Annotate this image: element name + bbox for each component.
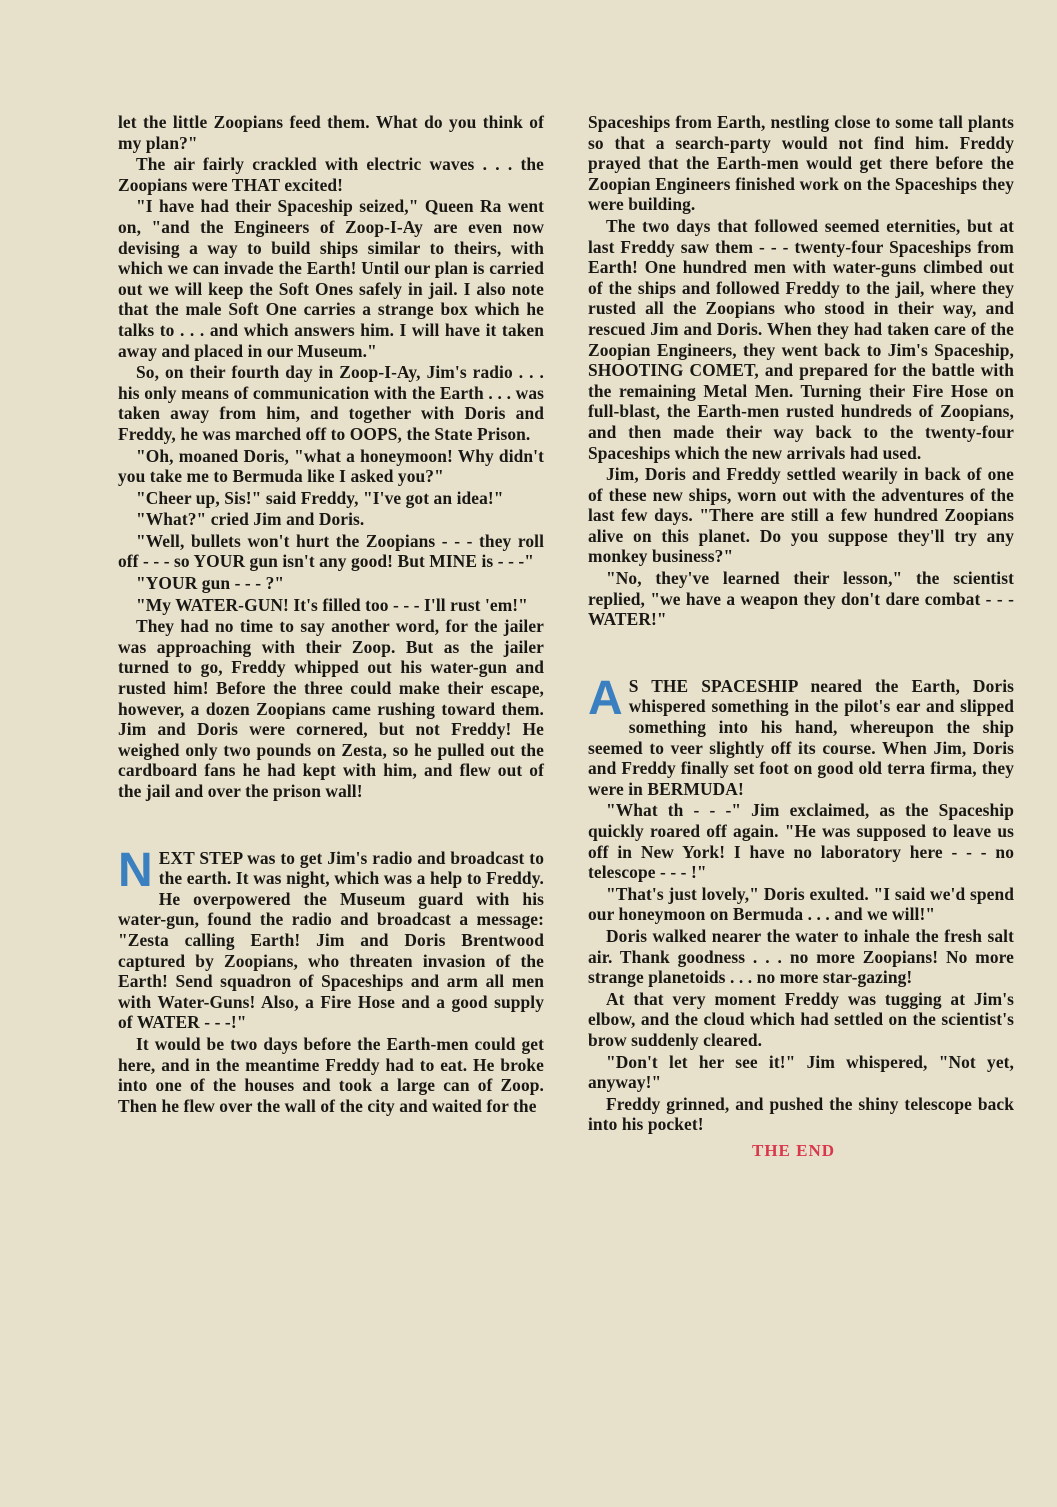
paragraph: "What th - - -" Jim exclaimed, as the Spaceship quickly roared off again. "He was supposed to leave us off in New York! I have no laboratory here - - - no telescope - - - !" — [588, 800, 1014, 883]
right-column — [588, 112, 1014, 1162]
section-opening-paragraph — [588, 671, 1014, 800]
paragraph: Doris walked nearer the water to inhale the fresh salt air. Thank goodness . . . no more Zoopians! No more strange planetoids . . . no more star-gazing! — [588, 925, 1014, 988]
the-end-label: THE END — [752, 1140, 836, 1160]
paragraph: At that very moment Freddy was tugging at Jim's elbow, and the cloud which had settled on the scientist's brow suddenly cleared. — [588, 988, 1014, 1050]
paragraph-text: EXT STEP was to get Jim's radio and broadcast to the earth. It was night, which was a help to Freddy. He overpowered the Museum guard with his water-gun, found the radio and broadcast a message: "Zesta calling Earth! Jim and Doris Brentwood captured by Zoopians, who threaten invasion of the Earth! Send squadron of Spaceships and arm all men with Water-Guns! Also, a Fire Hose and a good supply of WATER - - -!" — [118, 847, 544, 1033]
paragraph: "Don't let her see it!" Jim whispered, "Not yet, anyway!" — [588, 1051, 1014, 1093]
paragraph: "Oh, moaned Doris, "what a honeymoon! Why didn't you take me to Bermuda like I asked you?" — [118, 445, 544, 487]
paragraph: Spaceships from Earth, nestling close to some tall plants so that a search-party would not find him. Freddy prayed that the Earth-men would get there before the Zoopian Engineers finished work on the Spaceships they were building. — [588, 112, 1014, 215]
paragraph: "YOUR gun - - - ?" — [136, 573, 285, 594]
section-gap — [118, 802, 544, 848]
paragraph: The two days that followed seemed eternities, but at last Freddy saw them - - - twenty-four Spaceships from Earth! One hundred men with water-guns climbed out of the ships and followed Freddy to the jail, where they rusted all the Zoopians who stood in their way, and rescued Jim and Doris. When they had taken care of the Zoopian Engineers, they went back to Jim's Spaceship, SHOOTING COMET, and prepared for the battle with the remaining Metal Men. Turning their Fire Hose on full-blast, the Earth-men rusted hundreds of Zoopians, and then made their way back to the twenty-four Spaceships which the new arrivals had used. — [588, 215, 1014, 463]
paragraph: "No, they've learned their lesson," the scientist replied, "we have a weapon they don't dare combat - - - WATER!" — [588, 568, 1014, 630]
paragraph: "I have had their Spaceship seized," Queen Ra went on, "and the Engineers of Zoop-I-Ay are even now devising a way to build ships similar to theirs, with which we can invade the Earth! Until our plan is carried out we will keep the Soft Ones safely in jail. I also note that the male Soft One carries a strange box which he talks to . . . and which answers him. I will have it taken away and placed in our Museum." — [118, 196, 544, 361]
drop-cap: A — [588, 671, 623, 725]
paragraph: Jim, Doris and Freddy settled wearily in back of one of these new ships, worn out with the adventures of the last few days. "There are still a few hundred Zoopians alive on this planet. Do you suppose they'll try any monkey business?" — [588, 464, 1014, 567]
paragraph: The air fairly crackled with electric waves . . . the Zoopians were THAT excited! — [118, 154, 544, 195]
paragraph: "What?" cried Jim and Doris. — [136, 509, 365, 530]
left-column — [118, 112, 544, 1116]
paragraph: So, on their fourth day in Zoop-I-Ay, Jim's radio . . . his only means of communication with the Earth . . . was taken away from him, and together with Doris and Freddy, he was marched off to OOPS, the State Prison. — [118, 362, 544, 444]
paragraph-text: S THE SPACESHIP neared the Earth, Doris whispered something in the pilot's ear and slipped something into his hand, whereupon the ship seemed to veer slightly off its course. When Jim, Doris and Freddy finally set foot on good old terra firma, they were in BERMUDA! — [588, 675, 1014, 799]
paragraph: let the little Zoopians feed them. What do you think of my plan?" — [118, 112, 544, 153]
paragraph: Freddy grinned, and pushed the shiny telescope back into his pocket! — [588, 1093, 1014, 1135]
paragraph: "My WATER-GUN! It's filled too - - - I'll rust 'em!" — [136, 594, 528, 615]
paragraph: It would be two days before the Earth-men could get here, and in the meantime Freddy had to eat. He broke into one of the houses and took a large can of Zoop. Then he flew over the wall of the city and waited for the — [118, 1033, 544, 1116]
section-opening-paragraph — [118, 843, 544, 1033]
paragraph: They had no time to say another word, for the jailer was approaching with their Zoop. But as the jailer turned to go, Freddy whipped out his water-gun and rusted him! Before the three could make their escape, however, a dozen Zoopians came rushing toward them. Jim and Doris were cornered, but not Freddy! He weighed only two pounds on Zesta, so he pulled out the cardboard fans he had kept with him, and flew out of the jail and over the prison wall! — [118, 616, 544, 801]
paragraph: "Cheer up, Sis!" said Freddy, "I've got an idea!" — [136, 487, 504, 508]
paragraph: "That's just lovely," Doris exulted. "I said we'd spend our honeymoon on Bermuda . . . and we will!" — [588, 883, 1014, 925]
drop-cap: N — [118, 843, 153, 897]
paragraph: "Well, bullets won't hurt the Zoopians - - - they roll off - - - so YOUR gun isn't any good! But MINE is - - -" — [118, 530, 544, 572]
section-gap — [588, 630, 1014, 676]
